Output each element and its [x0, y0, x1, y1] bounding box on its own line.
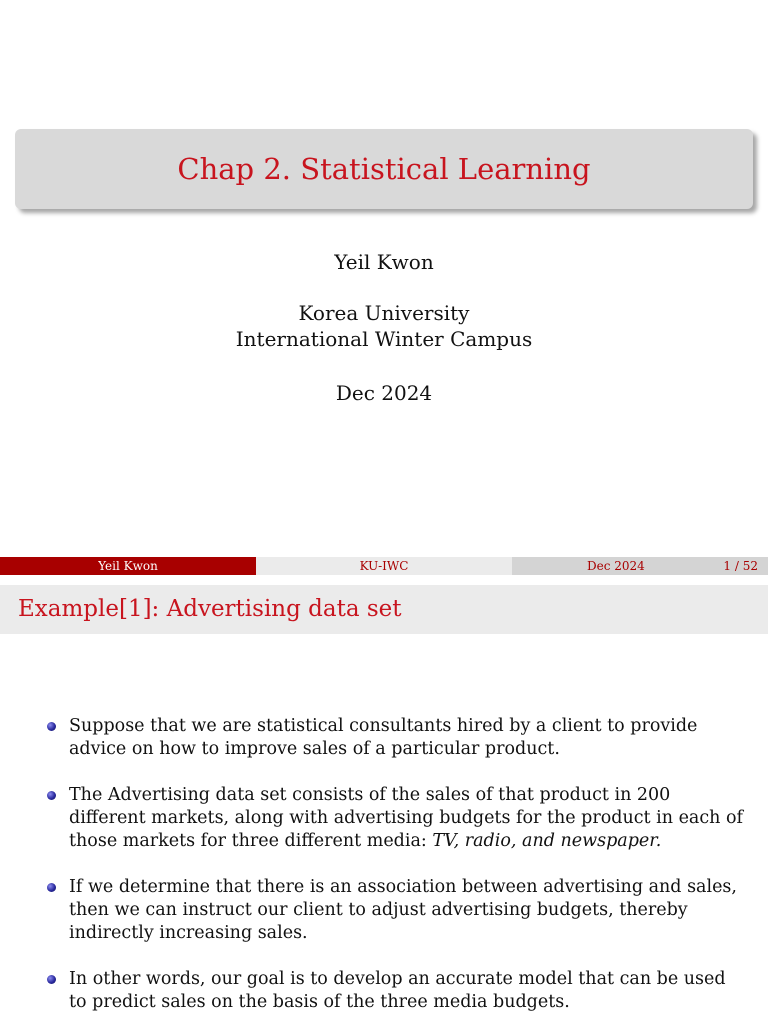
bullet-text: If we determine that there is an association between advertising and sales, then we can instruct our client to adjust advertising budgets, thereby indirectly increasing sales.	[69, 877, 737, 943]
title-banner	[15, 129, 753, 209]
author-name: Yeil Kwon	[334, 250, 434, 274]
bullet-text: The Advertising data set consists of the sales of that product in 200 different markets, along with advertising budgets for the product in each of those markets for three different media:	[69, 785, 744, 851]
frame-title: Example[1]: Advertising data set	[18, 596, 402, 622]
bullet-icon	[47, 722, 56, 731]
footer-institute: KU-IWC	[256, 557, 512, 575]
bullet-icon	[47, 975, 56, 984]
bullet-icon	[47, 883, 56, 892]
bullet-icon	[47, 791, 56, 800]
bullet-text: In other words, our goal is to develop an accurate model that can be used to predict sales on the basis of the three media budgets.	[69, 969, 726, 1012]
footer-author: Yeil Kwon	[0, 557, 256, 575]
slide-footer	[0, 557, 768, 575]
list-item	[0, 784, 768, 853]
list-item	[0, 715, 768, 761]
slide-title: Chap 2. Statistical Learning	[177, 151, 591, 186]
footer-right-section	[512, 557, 768, 575]
bullet-list	[0, 715, 768, 1014]
bullet-emphasis: TV, radio, and newspaper.	[432, 831, 662, 851]
bullet-text: Suppose that we are statistical consultants hired by a client to provide advice on how to improve sales of a particular product.	[69, 716, 698, 759]
frame-title-bar	[0, 585, 768, 634]
presentation-date: Dec 2024	[335, 381, 433, 405]
institution-line-2: International Winter Campus	[235, 327, 533, 351]
institution-line-1: Korea University	[298, 301, 470, 325]
list-item	[0, 968, 768, 1014]
list-item	[0, 876, 768, 945]
footer-date: Dec 2024	[587, 559, 645, 573]
page-number: 1 / 52	[723, 559, 758, 573]
